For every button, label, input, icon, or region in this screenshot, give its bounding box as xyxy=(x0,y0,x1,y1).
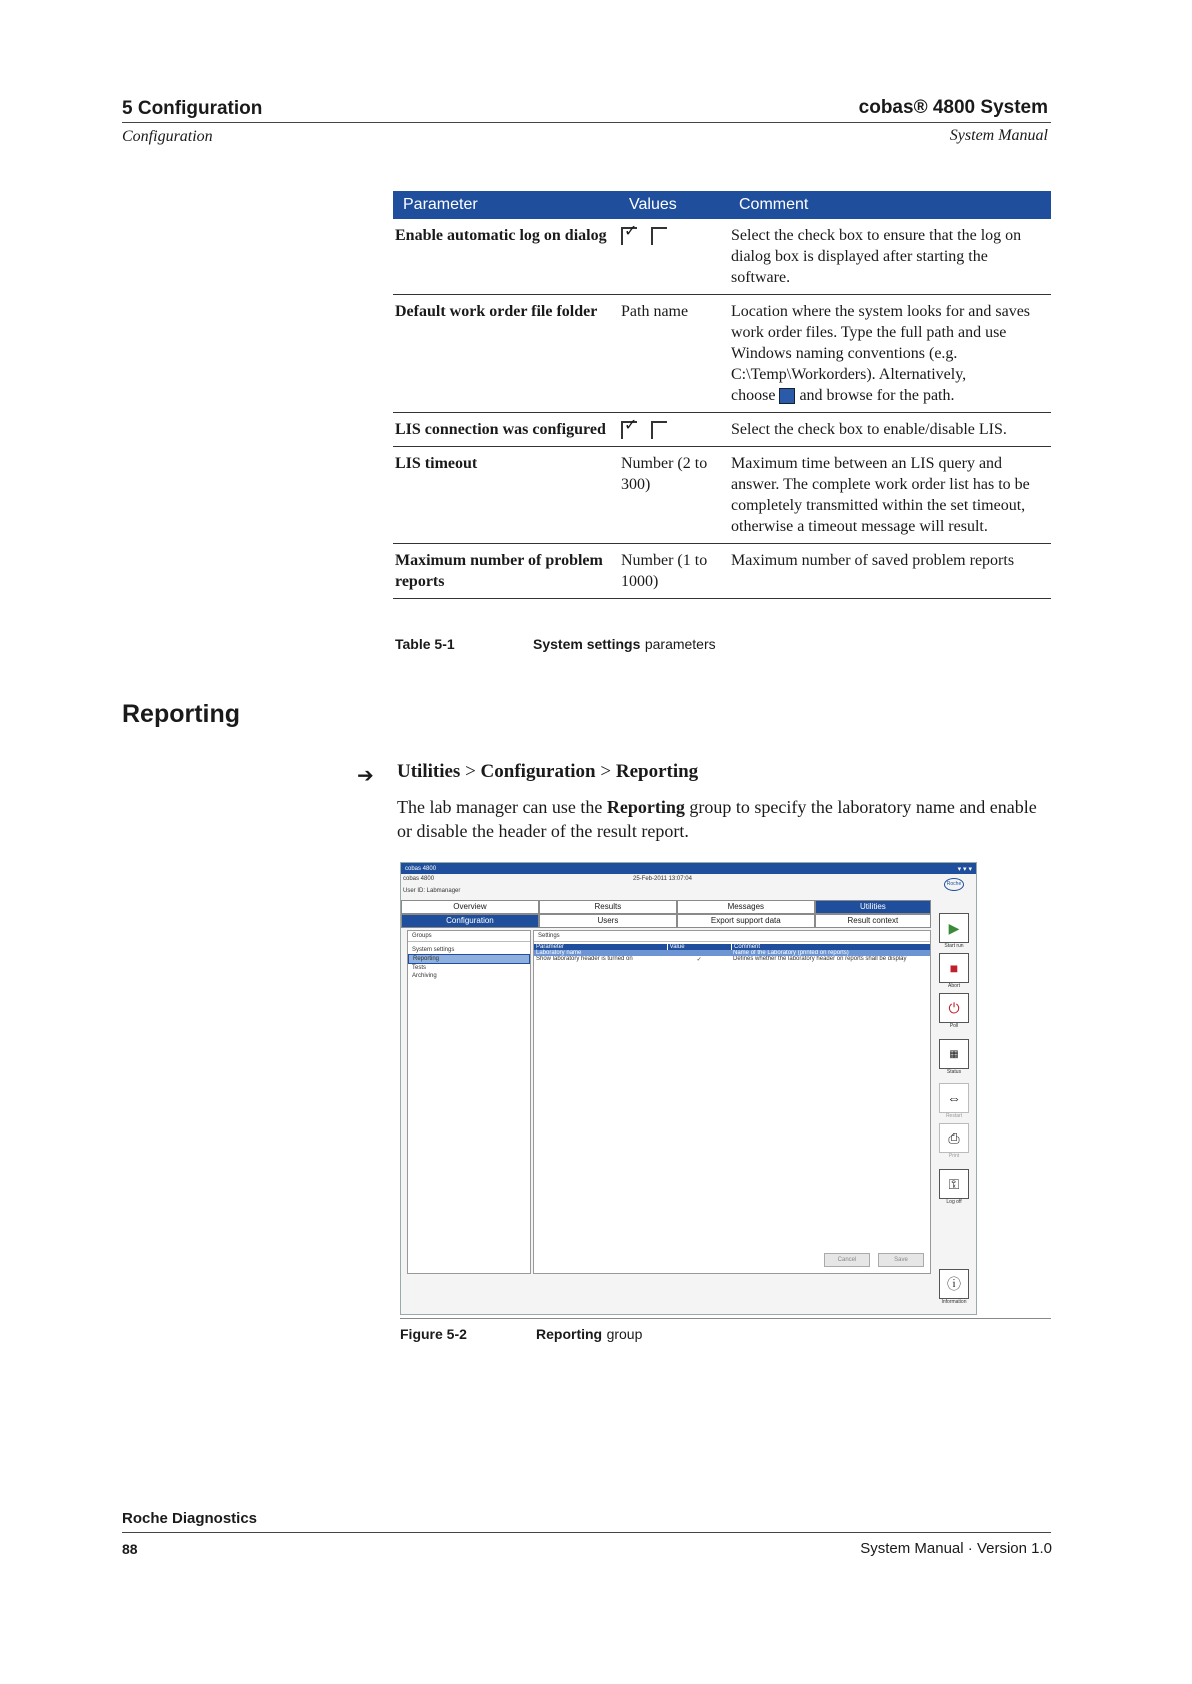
footer-company: Roche Diagnostics xyxy=(122,1510,258,1527)
footer-manual-version: System Manual · Version 1.0 xyxy=(860,1540,1052,1557)
subtab-configuration[interactable]: Configuration xyxy=(401,914,539,928)
reporting-paragraph xyxy=(397,795,1037,843)
power-icon: ⏻ xyxy=(939,993,969,1023)
tab-results[interactable]: Results xyxy=(539,900,677,914)
checkbox-checked-icon: ✓ xyxy=(621,227,637,245)
col-comment: Comment xyxy=(729,191,1051,219)
settings-col-value: Value xyxy=(667,944,731,950)
param-value xyxy=(619,413,729,447)
stop-icon: ■ xyxy=(939,953,969,983)
abort-button[interactable] xyxy=(935,953,973,989)
para-text-2: group to specify the laboratory name and enable or disable the header of the result report. xyxy=(397,797,1037,841)
param-comment: Maximum time between an LIS query and answer. The complete work order list has to be completely transmitted within the set timeout, otherwise a timeout message will result. xyxy=(729,447,1051,544)
table-row xyxy=(393,219,1051,295)
table-row xyxy=(393,413,1051,447)
poll-label: Poll xyxy=(949,1023,959,1029)
param-name: LIS connection was configured xyxy=(393,413,619,447)
table-row xyxy=(393,295,1051,413)
param-comment-choose: choose xyxy=(731,387,776,404)
tab-overview[interactable]: Overview xyxy=(401,900,539,914)
param-comment-text: Location where the system looks for and saves work order files. Type the full path and use Windows naming conventions (e.g. C:\Temp\Workorders). Alternatively, xyxy=(731,303,1031,383)
footer-rule xyxy=(122,1532,1051,1533)
tab-utilities[interactable]: Utilities xyxy=(815,900,931,914)
poll-button[interactable] xyxy=(935,993,973,1029)
section-title: Configuration xyxy=(122,128,213,145)
settings-panel xyxy=(533,930,931,1274)
product-name: cobas® 4800 System xyxy=(858,97,1048,118)
cancel-button[interactable]: Cancel xyxy=(824,1253,870,1267)
window-title: cobas 4800 xyxy=(405,865,437,872)
direction-icon: ⇔ xyxy=(939,1083,969,1113)
restart-label: Restart xyxy=(945,1113,963,1119)
table-caption-label: Table 5-1 xyxy=(395,636,455,652)
reporting-screenshot xyxy=(400,862,977,1315)
figure-caption-bold: Reporting xyxy=(536,1326,603,1342)
path-reporting: Reporting xyxy=(615,761,699,782)
system-label: cobas 4800 xyxy=(403,876,435,882)
settings-row-parameter: Laboratory name xyxy=(534,950,667,956)
settings-row-parameter: Show laboratory header is turned on xyxy=(536,956,633,962)
col-values: Values xyxy=(619,191,729,219)
settings-row-value[interactable]: ✓ xyxy=(696,957,702,963)
param-comment xyxy=(729,295,1051,413)
print-label: Print xyxy=(948,1153,960,1159)
param-name: Default work order file folder xyxy=(393,295,619,413)
manual-name: System Manual xyxy=(949,127,1048,144)
checkbox-checked-icon: ✓ xyxy=(621,421,637,439)
datetime-label: 25-Feb-2011 13:07:04 xyxy=(633,876,692,882)
info-bar xyxy=(401,874,976,900)
log-off-button[interactable] xyxy=(935,1169,973,1205)
status-button[interactable] xyxy=(935,1039,973,1075)
side-toolbar xyxy=(935,913,973,1209)
param-name: Maximum number of problem reports xyxy=(393,544,619,599)
subtab-users[interactable]: Users xyxy=(539,914,677,928)
param-value: Path name xyxy=(619,295,729,413)
settings-col-parameter: Parameter xyxy=(534,944,667,950)
restart-button[interactable] xyxy=(935,1083,973,1119)
grid-icon: ▦ xyxy=(939,1039,969,1069)
group-archiving[interactable]: Archiving xyxy=(412,973,437,979)
table-row[interactable] xyxy=(534,956,930,963)
play-icon: ▶ xyxy=(939,913,969,943)
browse-icon xyxy=(779,388,795,404)
information-button[interactable] xyxy=(935,1269,973,1305)
start-run-button[interactable] xyxy=(935,913,973,949)
roche-logo-icon: Roche xyxy=(944,878,964,891)
page-number: 88 xyxy=(122,1541,138,1557)
group-system-settings[interactable]: System settings xyxy=(412,947,455,953)
figure-caption-text: group xyxy=(606,1326,643,1342)
info-icon: ⓘ xyxy=(939,1269,969,1299)
chapter-title: 5 Configuration xyxy=(122,98,263,119)
figure-caption-label: Figure 5-2 xyxy=(400,1326,467,1342)
menu-path xyxy=(397,761,698,783)
main-tabs xyxy=(401,900,931,914)
para-text-1: The lab manager can use the xyxy=(397,797,603,817)
groups-label: Groups xyxy=(408,931,530,942)
group-tests[interactable]: Tests xyxy=(412,965,427,971)
settings-col-comment: Comment xyxy=(731,944,930,950)
groups-panel xyxy=(407,930,531,1274)
param-comment: Select the check box to enable/disable LIS. xyxy=(729,413,1051,447)
window-controls-icon[interactable]: ▾ ▾ ▾ xyxy=(957,865,972,873)
param-value xyxy=(619,219,729,295)
subtab-export[interactable]: Export support data xyxy=(677,914,815,928)
param-comment-browse: and browse for the path. xyxy=(799,387,955,404)
bottom-buttons xyxy=(824,1253,924,1267)
param-name: Enable automatic log on dialog xyxy=(393,219,619,295)
param-comment: Maximum number of saved problem reports xyxy=(729,544,1051,599)
print-button[interactable] xyxy=(935,1123,973,1159)
start-run-label: Start run xyxy=(944,943,964,949)
system-settings-table xyxy=(393,191,1051,599)
header-rule xyxy=(122,122,1051,123)
figure-rule xyxy=(400,1318,1051,1319)
tab-messages[interactable]: Messages xyxy=(677,900,815,914)
arrow-right-icon: ➔ xyxy=(357,765,374,787)
param-name: LIS timeout xyxy=(393,447,619,544)
checkbox-unchecked-icon xyxy=(651,227,667,245)
status-label: Status xyxy=(946,1069,962,1075)
abort-label: Abort xyxy=(948,983,960,989)
param-comment: Select the check box to ensure that the log on dialog box is displayed after starting the software. xyxy=(729,219,1051,295)
subtab-result-context[interactable]: Result context xyxy=(815,914,931,928)
path-configuration: Configuration xyxy=(480,761,596,782)
col-parameter: Parameter xyxy=(393,191,619,219)
print-icon: ⎙ xyxy=(939,1123,969,1153)
window-titlebar xyxy=(401,863,976,874)
information-label: Information xyxy=(941,1299,967,1305)
path-separator: > xyxy=(600,761,612,782)
reporting-heading: Reporting xyxy=(122,700,241,728)
sub-tabs xyxy=(401,914,931,928)
table-caption-bold: System settings xyxy=(533,636,641,652)
checkbox-unchecked-icon xyxy=(651,421,667,439)
para-bold: Reporting xyxy=(606,797,685,817)
table-caption-text: parameters xyxy=(644,636,716,652)
log-off-label: Log off xyxy=(946,1199,962,1205)
settings-label: Settings xyxy=(534,931,930,942)
figure-caption xyxy=(400,1326,643,1344)
user-label: User ID: Labmanager xyxy=(403,888,461,894)
table-row xyxy=(393,544,1051,599)
path-utilities: Utilities xyxy=(397,761,461,782)
key-icon: ⚿ xyxy=(939,1169,969,1199)
settings-row-comment: Defines whether the laboratory header on reports shall be display xyxy=(733,956,907,962)
save-button[interactable]: Save xyxy=(878,1253,924,1267)
group-reporting[interactable]: Reporting xyxy=(408,954,530,964)
param-value: Number (2 to 300) xyxy=(619,447,729,544)
table-caption xyxy=(395,636,716,654)
table-row xyxy=(393,447,1051,544)
settings-row-comment: Name of the Laboratory (printed on reports) xyxy=(731,950,930,956)
path-separator: > xyxy=(465,761,476,782)
param-value: Number (1 to 1000) xyxy=(619,544,729,599)
